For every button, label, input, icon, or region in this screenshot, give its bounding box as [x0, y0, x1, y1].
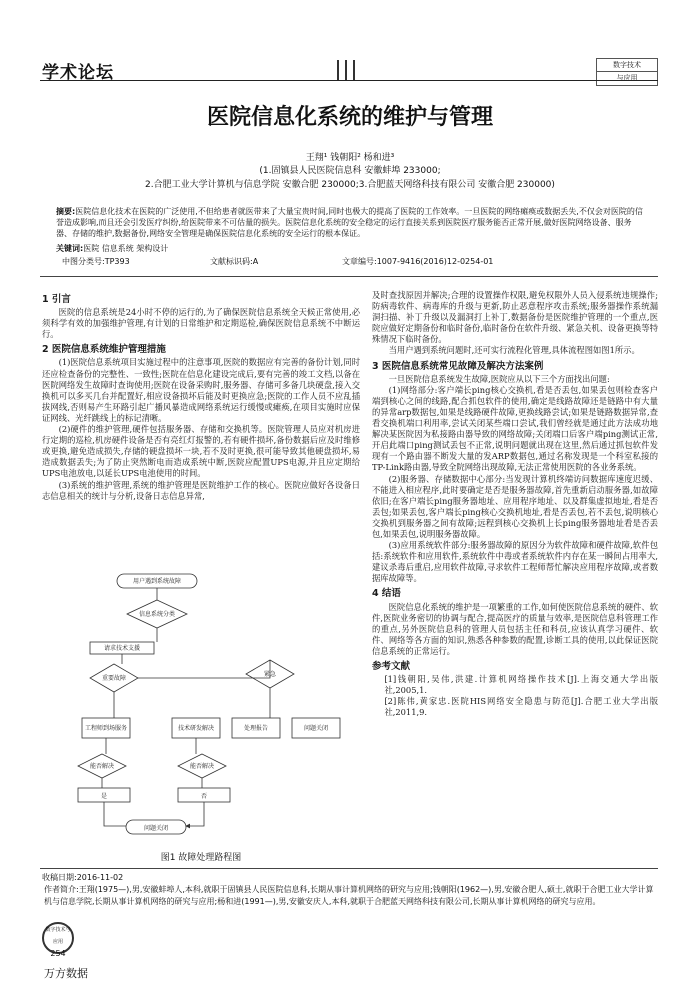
- reference-1: [1]钱朝阳,吴伟,洪建.计算机网络操作技术[J].上海交通大学出版社,2005,1.: [384, 674, 658, 696]
- affiliation-line-2: 2.合肥工业大学计算机与信息学院 安徽合肥 230000;3.合肥蓝天网络科技有限公司 安徽合肥 230000): [145, 180, 555, 190]
- node-urgent: 紧急: [263, 671, 277, 678]
- page-badge-label: 数字技术与应用: [45, 927, 71, 945]
- node-report: 处理报告: [243, 725, 269, 732]
- article-title: 医院信息化系统的维护与管理: [206, 104, 493, 130]
- flowchart-figure: [42, 570, 360, 840]
- heading-measures: 2 医院信息系统维护管理措施: [42, 344, 166, 356]
- logo-top-text: 数字技术: [597, 59, 657, 72]
- right-column: [372, 290, 658, 718]
- document-code: 文献标识码:A: [210, 257, 259, 266]
- keywords-label: 关键词:: [56, 244, 84, 253]
- abstract-label: 摘要:: [56, 207, 76, 216]
- paragraph: (3)系统的维护管理,系统的维护管理是医院维护工作的核心。医院应做好各设备日志信息相关的统计与分析,设备日志信息异常,: [42, 479, 360, 501]
- heading-conclusion: 4 结语: [372, 588, 401, 600]
- paragraph: 及时查找原因并解决;合理的设置操作权限,避免权限外人员入侵系统违规操作;防病毒软件、病毒库的升级与更新,防止恶意程序攻击系统;服务器操作系统漏洞扫描、补丁升级以及漏洞打上补丁,数据备份是医院维护管理的一个重点,医院应做好定期备份和临时备份,临时备份在软件升级、紧急关机、设备更换等特殊情况下临时备份。: [372, 290, 658, 345]
- header-rule: [40, 80, 658, 81]
- node-major: 重要故障: [101, 675, 127, 682]
- paragraph: (1)医院信息系统项目实施过程中的注意事项,医院的数据应有完善的备份计划,同时还应检查备份的完整性、一致性;医院在信息化建设完成后,要有完善的竣工文档,以备在医院网络发生故障时查询使用;医院在设备采购时,服务器、存储可多备几块硬盘,接入交换机可以多买几台并配置好,相应设备损坏后能及时更换应急;医院的工作人员不应乱插拔网线,否则易产生环路引起广播风暴造成网络系统运行缓慢或瘫痪,在项目实施时应保证网线、光纤跳线上的标记清晰。: [42, 357, 360, 423]
- journal-logo: [596, 58, 658, 86]
- paragraph: 当用户遇到系统问题时,还可实行流程化管理,具体流程图如图1所示。: [388, 345, 640, 356]
- paragraph: (1)网络部分:客户端长ping核心交换机,看是否丢包,如果丢包则检查客户端到核心之间的线路,配合抓包软件的使用,确定是线路故障还是链路中有大量的异常arp数据包,如果是线路硬件故障,更换线路尝试;如果是链路数据异常,查看交换机端口利用率,尝试关闭某些端口尝试,我们曾经就是通过此方法成功地解决某医院因为私接路由器导致的网络故障;关闭端口后客户端ping测试正常,开启此端口ping测试丢包不正常,说明问题就出现在这里,然后通过抓包软件发现有一个路由器不断发大量的发ARP数据包,通过名称发现是一个科室私接的TP-Link路由器,导致全院网络出现故障,无法正常使用医院的各业务系统。: [372, 384, 658, 473]
- article-number: 文章编号:1007-9416(2016)12-0254-01: [342, 257, 494, 266]
- abstract: [56, 206, 646, 239]
- received-date: 收稿日期:2016-11-02: [42, 873, 124, 882]
- keywords-text: 医院 信息系统 架构设计: [83, 244, 169, 253]
- paragraph: 医院信息化系统的维护是一项繁重的工作,如何使医院信息系统的硬件、软件,医院业务密切的协调与配合,提高医疗的质量与效率,是医院信息科管理工作的重点,另外医院信息科的管理人员包括主任和科员,应该认真学习硬件、软件、网络等各方面的知识,熟悉各种参数的配置,诊断工具的使用,以此保证医院信息系统的正常运行。: [372, 601, 658, 656]
- paragraph: 医院的信息系统是24小时不停的运行的,为了确保医院信息系统全天候正常使用,必须科学有效的加强维护管理,有计划的日常维护和定期巡检,确保医院信息系统不中断运行。: [42, 307, 360, 340]
- keywords: [56, 243, 646, 254]
- affiliation-line-1: (1.固镇县人民医院信息科 安徽蚌埠 233000;: [259, 166, 441, 176]
- node-engineer: 工程师到场服务: [84, 725, 128, 732]
- node-close: 问题关闭: [143, 825, 169, 832]
- left-column: [42, 290, 360, 502]
- paragraph: 一旦医院信息系统发生故障,医院应从以下三个方面找出问题:: [388, 373, 610, 384]
- section-title: 学术论坛: [42, 63, 114, 83]
- authors: 王翔¹ 钱朝阳² 杨和进³: [305, 153, 395, 163]
- logo-bottom-text: 与应用: [616, 74, 638, 82]
- label-no: 否: [200, 793, 208, 800]
- heading-references: 参考文献: [372, 661, 411, 672]
- node-solve-1: 能否解决: [89, 763, 115, 770]
- header-decoration: [335, 60, 365, 80]
- paragraph: (3)应用系统软件部分:服务器故障的原因分为软件故障和硬件故障,软件包括:系统软件和应用软件,系统软件中毒或者系统软件内存在某一瞬间占用率大,建议杀毒后重启,应用软件故障,寻求软件工程师帮忙解决应用程序故障,或者数据库故障等。: [372, 540, 658, 584]
- page-badge: [42, 922, 74, 958]
- node-close-top: 问题关闭: [303, 725, 329, 732]
- node-start: 用户遇到系统故障: [132, 578, 182, 585]
- footer-watermark: 万方数据: [44, 967, 88, 980]
- clc-number: 中图分类号:TP393: [62, 257, 130, 266]
- reference-2: [2]陈伟,黄家忠.医院HIS网络安全隐患与防范[J].合肥工业大学出版社,2011,9.: [384, 696, 658, 718]
- heading-intro: 1 引言: [42, 294, 71, 305]
- label-yes: 是: [100, 793, 108, 800]
- footnote-divider: [40, 868, 658, 869]
- node-tech: 技术研发解决: [177, 725, 215, 732]
- abstract-text: 医院信息化技术在医院的广泛使用,不但给患者就医带来了大量宝贵时间,同时也极大的提高了医院的工作效率。一旦医院的网络瘫痪或数据丢失,不仅会对医院的信誉造成影响,而且还会引发医疗纠纷,给医院带来不可估量的损失。医院信息化系统的安全稳定的运行直接关系到医院医疗服务能否正常开展,做好医院网络设备、服务器、存储的维护,数据备份,网络安全管理是确保医院信息化系统的安全运行的根本保证。: [56, 207, 643, 238]
- heading-cases: 3 医院信息系统常见故障及解决方法案例: [372, 360, 544, 372]
- paragraph: (2)硬件的维护管理,硬件包括服务器、存储和交换机等。医院管理人员应对机房进行定期的巡检,机房硬件设备是否有亮红灯报警的,若有硬件损坏,备份数据后应及时维修或更换,避免造成损失,存储的硬盘损坏一块,若不及时更换,很可能导致其他硬盘损坏,易造成数据丢失;为了防止突然断电而造成系统中断,医院应配置UPS电源,并且应定期给UPS电池放电,以延长UPS电池使用的时间。: [42, 424, 360, 479]
- figure-caption: 图1 故障处理路程图: [160, 853, 242, 863]
- abstract-divider: [40, 276, 658, 277]
- paragraph: (2)服务器、存储数据中心部分:当发现计算机终端访问数据库速度迟缓、不能进入相应程序,此时要确定是否是服务器故障,首先重新启动服务器,如故障依旧;在客户端长ping服务器地址、应用程序地址、以及群集虚拟地址,看是否丢包;如果丢包,客户端长ping核心交换机地址,看是否丢包,若不丢包,说明核心交换机到服务器之间有故障;远程到核心交换机上长ping服务器地址看是否丢包,如果丢包,说明服务器故障。: [372, 473, 658, 539]
- node-classify: 信息系统分类: [138, 611, 176, 618]
- node-request: 请求技术支援: [103, 645, 141, 652]
- page-number: 254: [50, 949, 66, 958]
- author-bio: 作者简介:王翔(1975—),男,安徽蚌埠人,本科,就职于固镇县人民医院信息科,长期从事计算机网络的研究与应用;钱朝阳(1962—),男,安徽合肥人,硕士,就职于合肥工业大学计算机与信息学院,长期从事计算机网络的研究与应用;杨和进(1991—),男,安徽安庆人,本科,就职于合肥蓝天网络科技有限公司,长期从事计算机网络的研究与应用。: [44, 885, 654, 906]
- node-solve-2: 能否解决: [189, 763, 215, 770]
